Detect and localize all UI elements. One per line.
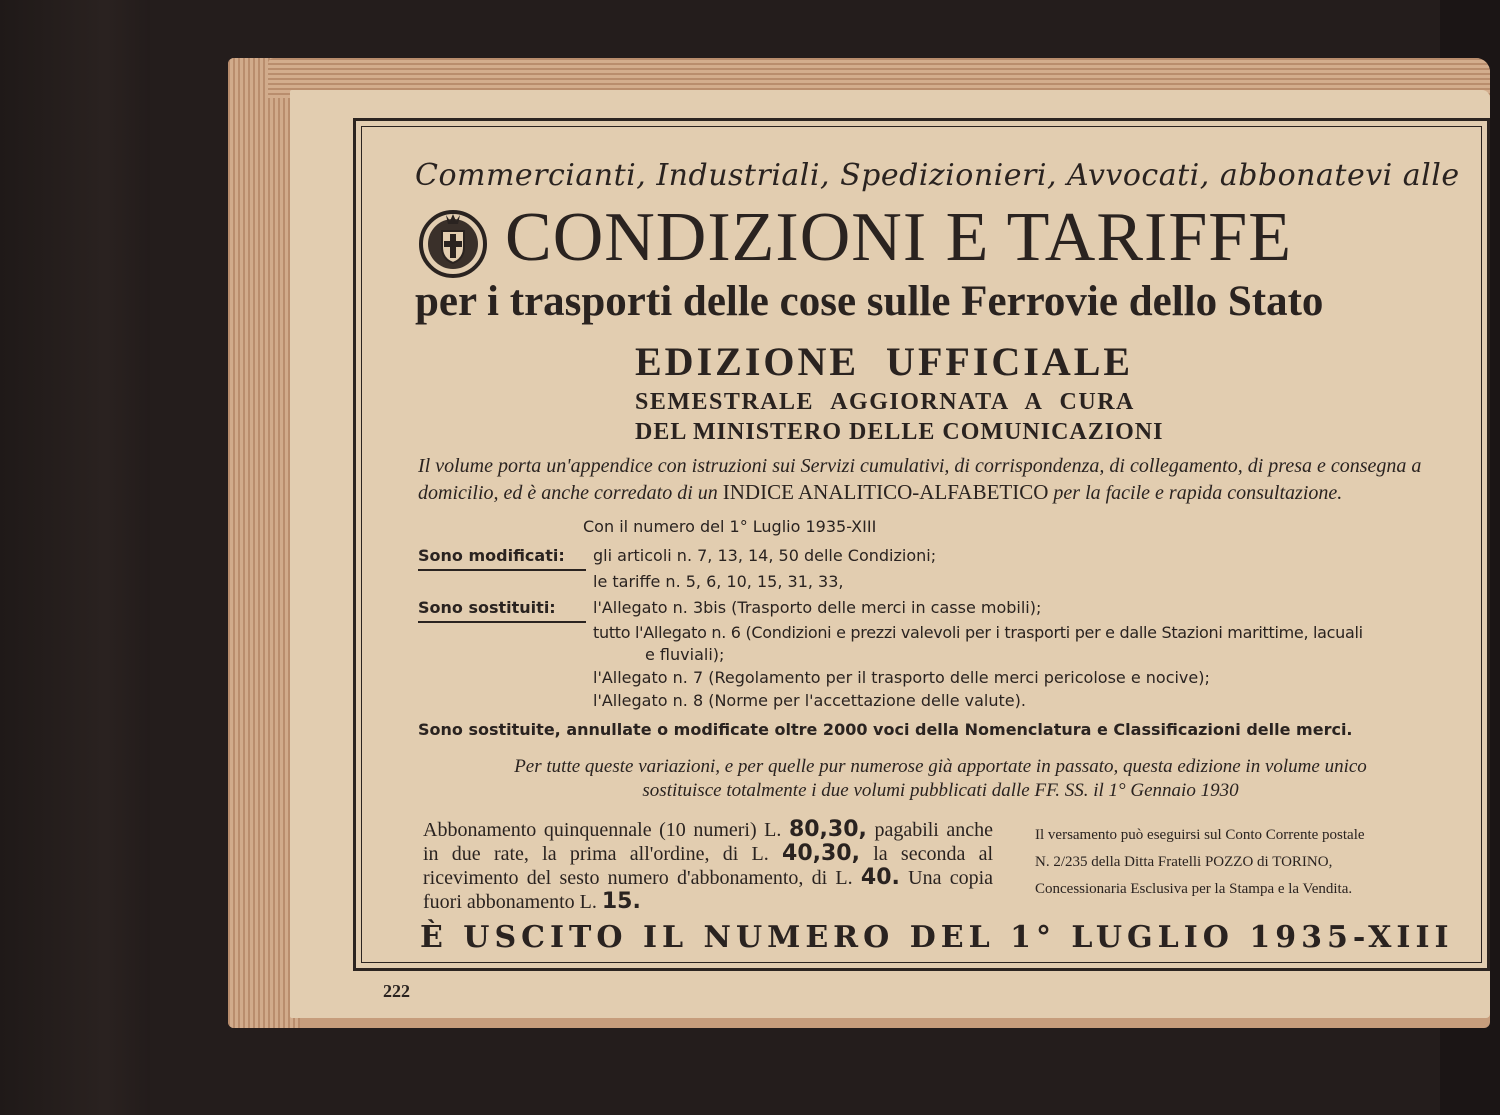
subscription-text: pagabili anche in due rate, la prima all'ordine, di L. <box>423 819 994 865</box>
replaced-label-rule <box>418 621 586 623</box>
issue-date-line: Con il numero del 1° Luglio 1935-XIII <box>583 517 877 536</box>
subscription-text: Una copia fuori abbonamento L. <box>423 867 994 913</box>
ministry-line: DEL MINISTERO DELLE COMUNICAZIONI <box>635 419 1164 445</box>
page-number: 222 <box>383 981 410 1001</box>
background-cloth <box>0 0 150 1115</box>
replaced-item: tutto l'Allegato n. 6 (Condizioni e prezzi valevoli per i trasporti per e dalle Stazioni marittime, lacuali <box>593 623 1363 642</box>
variations-line: Per tutte queste variazioni, e per quelle pur numerose già apportate in passato, questa edizione in volume unico <box>514 756 1367 777</box>
appendix-text-part2: per la facile e rapida consultazione. <box>1053 482 1343 504</box>
coat-of-arms-emblem <box>418 207 488 279</box>
semester-line: SEMESTRALE AGGIORNATA A CURA <box>635 389 1135 415</box>
edition-heading: EDIZIONE UFFICIALE <box>635 339 1134 384</box>
modified-label-rule <box>418 569 586 571</box>
appendix-index-name: INDICE ANALITICO-ALFABETICO <box>722 480 1049 504</box>
subscription-price: 15. <box>601 889 641 914</box>
replaced-item: e fluviali); <box>645 645 725 664</box>
subscription-text: Abbonamento quinquennale (10 numeri) L. <box>423 819 782 841</box>
payment-info-line: N. 2/235 della Ditta Fratelli POZZO di TORINO, <box>1035 854 1333 870</box>
subtitle: per i trasporti delle cose sulle Ferrovie dello Stato <box>415 278 1324 325</box>
variations-paragraph <box>418 755 1463 803</box>
appendix-paragraph <box>418 453 1463 506</box>
replaced-item: l'Allegato n. 8 (Norme per l'accettazione delle valute). <box>593 691 1026 710</box>
subscription-price: 40. <box>860 865 900 890</box>
payment-info <box>1035 822 1465 903</box>
replaced-entries-note: Sono sostituite, annullate o modificate oltre 2000 voci della Nomenclatura e Classificazioni delle merci. <box>418 720 1353 739</box>
modified-item: gli articoli n. 7, 13, 14, 50 delle Condizioni; <box>593 546 937 565</box>
issue-announcement: È USCITO IL NUMERO DEL 1° LUGLIO 1935-XIII <box>420 920 1454 955</box>
payment-info-line: Concessionaria Esclusiva per la Stampa e la Vendita. <box>1035 881 1353 897</box>
appendix-text-part1: Il volume porta un'appendice con istruzioni sui Servizi cumulativi, di corrispondenza, di collegamento, di presa e consegna a domicilio, ed è anche corredato di un <box>418 455 1422 504</box>
subscription-price: 80,30, <box>788 817 867 842</box>
replaced-item: l'Allegato n. 3bis (Trasporto delle merci in casse mobili); <box>593 598 1042 617</box>
subscription-paragraph <box>423 818 993 914</box>
replaced-item: l'Allegato n. 7 (Regolamento per il trasporto delle merci pericolose e nocive); <box>593 668 1210 687</box>
audience-script-line: Commercianti, Industriali, Spedizionieri, Avvocati, abbonatevi alle <box>415 158 1460 193</box>
payment-info-line: Il versamento può eseguirsi sul Conto Corrente postale <box>1035 827 1365 843</box>
page-title: CONDIZIONI E TARIFFE <box>505 199 1292 276</box>
subscription-text: la seconda al ricevimento del sesto numero d'abbonamento, di L. <box>423 843 994 889</box>
replaced-label: Sono sostituiti: <box>418 598 556 617</box>
modified-item: le tariffe n. 5, 6, 10, 15, 31, 33, <box>593 572 844 591</box>
subscription-price: 40,30, <box>782 841 860 866</box>
variations-line: sostituisce totalmente i due volumi pubblicati dalle FF. SS. il 1° Gennaio 1930 <box>642 780 1239 801</box>
modified-label: Sono modificati: <box>418 546 565 565</box>
